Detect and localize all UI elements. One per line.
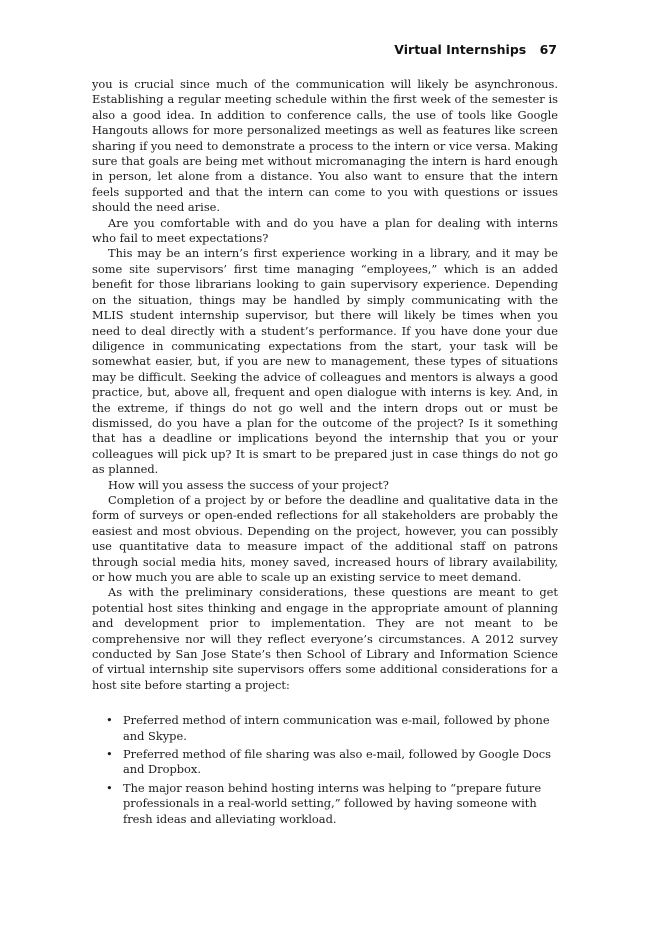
paragraph-question-expectations: Are you comfortable with and do you have a plan for dealing with interns who fail to meet expectations? (92, 215, 558, 246)
bullet-item (92, 713, 558, 744)
bullet-icon: • (106, 747, 113, 762)
bullet-text: Preferred method of file sharing was also e-mail, followed by Google Docs and Dropbox. (123, 747, 551, 777)
bullet-text: The major reason behind hosting interns was helping to “prepare future professionals in a real-world setting,” followed by having someone with fresh ideas and alleviating workload. (123, 780, 542, 826)
running-head-title: Virtual Internships (394, 42, 527, 57)
bullet-item (92, 781, 558, 827)
paragraph: Completion of a project by or before the deadline and qualitative data in the form of surveys or open-ended reflections for all stakeholders are probably the easiest and most obvious. Depending on the project, however, you can possibly use quantitative data to measure impact of the additional staff on patrons through social media hits, money saved, increased hours of library availability, or how much you are able to scale up an existing service to meet demand. (92, 492, 558, 584)
paragraph: This may be an intern’s first experience working in a library, and it may be some site supervisors’ first time managing “employees,” which is an added benefit for those librarians looking to gain supervisory experience. Depending on the situation, things may be handled by simply communicating with the MLIS student internship supervisor, but there will likely be times when you need to deal directly with a student’s performance. If you have done your due diligence in communicating expectations from the start, your task will be somewhat easier, but, if you are new to management, these types of situations may be difficult. Seeking the advice of colleagues and mentors is always a good practice, but, above all, frequent and open dialogue with interns is key. And, in the extreme, if things do not go well and the intern drops out or must be dismissed, do you have a plan for the outcome of the project? Is it something that has a deadline or implications beyond the internship that you or your colleagues will pick up? It is smart to be prepared just in case things do not go as planned. (92, 246, 558, 477)
paragraph-question-assessment: How will you assess the success of your project? (108, 477, 389, 492)
bullet-icon: • (106, 713, 113, 728)
page-number: 67 (539, 42, 557, 57)
paragraph-continued: you is crucial since much of the communication will likely be asynchronous. Establishing a regular meeting schedule within the first week of the semester is also a good idea. In addition to conference calls, the use of tools like Google Hangouts allows for more personalized meetings as well as features like screen sharing if you need to demonstrate a process to the intern or vice versa. Making sure that goals are being met without micromanaging the intern is hard enough in person, let alone from a distance. You also want to ensure that the intern feels supported and that the intern can come to you with questions or issues should the need arise. (92, 77, 558, 215)
bullet-item (92, 747, 558, 778)
body-text (92, 77, 558, 830)
running-head (394, 42, 557, 57)
bullet-list (92, 713, 558, 827)
paragraph: As with the preliminary considerations, these questions are meant to get potential host sites thinking and engage in the appropriate amount of planning and development prior to implementation. They are not meant to be comprehensive nor will they reflect everyone’s circumstances. A 2012 survey conducted by San Jose State’s then School of Library and Information Science of virtual internship site supervisors offers some additional considerations for a host site before starting a project: (92, 585, 558, 692)
bullet-text: Preferred method of intern communication was e-mail, followed by phone and Skype. (123, 713, 550, 743)
bullet-icon: • (106, 780, 113, 795)
